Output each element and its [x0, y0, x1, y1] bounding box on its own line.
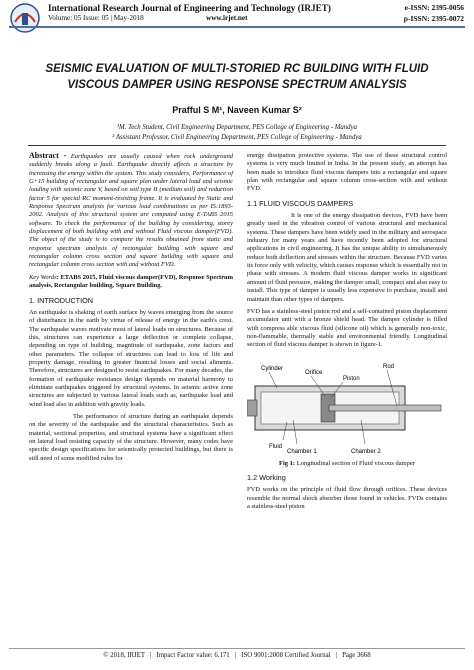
fvd-paragraph-2: FVD has a stainless-steel piston rod and a self-contained piston displacement accumulator unit with a bronze shield head. The damper cylinder is filled with compress able viscous fluid (silicone oil) which is generally non-toxic, non-flammable, thermally stable and environmental friendly. Longitudinal section of fluid viscous damper is shown in figure-1.	[247, 307, 447, 349]
abstract	[29, 152, 233, 270]
keywords-label: Key Words	[29, 273, 57, 281]
irjet-logo	[9, 2, 41, 34]
left-column	[29, 152, 233, 467]
affiliation-2: ² Assistant Professor, Civil Engineering Department, PES College of Engineering - Mandya	[112, 134, 362, 141]
footer-rule	[9, 648, 465, 649]
working-paragraph-1: FVD works on the principle of fluid flow through orifices. These devices resemble the normal shock absorber those found in vehicles. FVDs contains a stainless-steel piston	[247, 486, 447, 510]
e-issn: e-ISSN: 2395-0056	[404, 3, 464, 12]
page-footer: © 2018, IRJET | Impact Factor value: 6.171 | ISO 9001:2008 Certified Journal | Page 3668	[103, 652, 371, 659]
footer-impact-factor: Impact Factor value: 6.171	[156, 652, 230, 659]
label-chamber-1: Chamber 1	[287, 448, 317, 455]
piston-rod	[329, 405, 441, 411]
section-1-1-heading: 1.1 FLUID VISCOUS DAMPERS	[247, 198, 354, 208]
footer-page-number: Page 3668	[342, 652, 371, 659]
intro-paragraph-1: An earthquake is shaking of earth surface by waves emerging from the source of disturbance in the earth by virtue of release of energy in the earth's crest. The earthquake waves motivate most of lateral loads on structures. Because of this, structures can experience a large deflection or complete collapse, depending on type of building, magnitude of earthquake, zone factors and other parameters. The collapse of structures can lead to loss of life and property damage, resulting in greater financial losses and social aliments. Therefore, structures are designed to resist earthquakes. For many decades, the formation of earthquake resistance design depends on material harmony to eliminate earthquakes triggered by structural systems. In seismic active zone structures are subjected to various lateral loads such as, earthquake load and wind load also in addition with gravity loads.	[29, 308, 233, 408]
section-1-2-heading: 1.2 Working	[247, 472, 286, 482]
affiliation-1: ¹M. Tech Student, Civil Engineering Department, PES College of Engineering - Mandya	[116, 124, 357, 131]
abstract-text: Earthquakes are usually caused when rock underground suddenly breaks along a fault. Earthquake directly affects a structure by increasing the energy within the system. This study considers, Performance of G+15 building of rectangular and square plan under lateral load and seismic loading with seismic zone V, based on soil type II (medium soil) and reduction factor 5 for special RC moment-resisting frame. It is evaluated by Static and Response Spectrum analysis for various load combinations as per IS:1893-2002. Analysis of this structural system are computed using E-TABS 2015 software. To check the performance of the building by considering, storey displacement of both building with and without Fluid viscous damper(FVD). The object of the study is to compare the results obtained from static and response spectrum analysis of rectangular building with square and rectangular column cross section and square building with square and rectangular column cross section with and without FVD.	[29, 153, 234, 269]
figure-caption-text: Longitudinal section of Fluid viscous damper	[295, 459, 415, 467]
page-header	[0, 0, 474, 52]
figure-fluid-viscous-damper	[247, 356, 447, 456]
journal-website[interactable]: www.irjet.net	[206, 14, 248, 22]
label-rod: Rod	[383, 363, 395, 370]
paper-title: SEISMIC EVALUATION OF MULTI-STORIED RC BUILDING WITH FLUID VISCOUS DAMPER USING RESPONSE SPECTRUM ANALYSIS	[45, 63, 429, 91]
continued-paragraph: energy dissipation protective systems. The use of these structural control systems is very much limited in India. In the present study, an attempt has been made to introduce fluid viscous dampers into a rectangular and square plan with rectangular and square column cross-section with and without FVD.	[247, 152, 447, 193]
fvd-paragraph-1: It is one of the energy dissipation devices, FVD have been greatly used in the vibration control of various structural and mechanical systems. These dampers have been widely used in the military and aerospace industry for many years and have recently been adopted for structural applications in civil engineering. It has the unique ability to simultaneously reduce both deflection and stresses within the structure. Because FVD varies its force only with velocity, which causes response which is essentially not in phase with stresses. A modern fluid viscous damper works in significant amount of fluid pressure, making the damper small, compact and also easy to install. This type of damper is usually less expensive to purchase, install and maintain than other types of dampers.	[247, 212, 447, 303]
header-rule	[9, 26, 465, 28]
footer-copyright: © 2018, IRJET	[103, 652, 145, 659]
figure-caption	[247, 460, 447, 468]
abstract-label: Abstract -	[29, 151, 67, 160]
right-column	[247, 152, 447, 515]
footer-iso: ISO 9001:2008 Certified Journal	[241, 652, 331, 659]
intro-paragraph-2: The performance of structure during an earthquake depends on the severity of the earthquake and the structural characteristics. Such as material, sectional properties, and structural systems have a significant effect on lateral load resisting capacity of the structure. However, many codes have specific design specifications for seismically protected buildings, but there is still need of some modified rules for	[29, 412, 233, 462]
title-divider	[28, 145, 446, 146]
label-chamber-2: Chamber 2	[351, 448, 381, 455]
label-orifice: Orifice	[305, 369, 323, 376]
keywords	[29, 274, 233, 291]
keywords-text: : ETABS 2015, Fluid viscous damper(FVD), Response Spectrum analysis, Rectangular building, Square Building.	[29, 273, 233, 290]
paper-authors: Prafful S M¹, Naveen Kumar S²	[172, 105, 302, 115]
journal-name: International Research Journal of Engineering and Technology (IRJET)	[48, 3, 331, 13]
end-clevis	[247, 400, 257, 416]
section-introduction-heading: 1. INTRODUCTION	[29, 295, 94, 305]
p-issn: p-ISSN: 2395-0072	[403, 14, 464, 23]
label-cylinder: Cylinder	[261, 365, 284, 372]
label-piston: Piston	[343, 375, 360, 382]
label-fluid: Fluid	[269, 443, 283, 450]
figure-caption-label: Fig 1:	[279, 459, 296, 467]
damper-diagram	[247, 356, 447, 456]
volume-issue: Volume: 05 Issue: 05 | May-2018	[48, 14, 144, 22]
